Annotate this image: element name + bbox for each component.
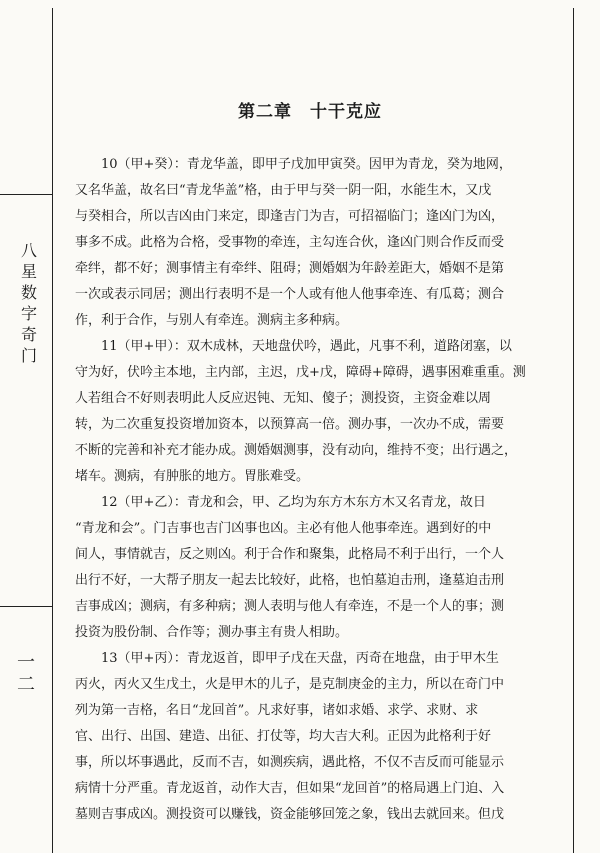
text-line: 墓则吉事成凶。测投资可以赚钱，资金能够回笼之象，钱出去就回来。但戊: [75, 807, 505, 822]
text-line: 人若组合不好则表明此人反应迟钝、无知、傻子；测投资，主资金难以周: [75, 391, 492, 406]
text-line: 一次或表示同居；测出行表明不是一个人或有他人他事牵连、有瓜葛；测合: [75, 287, 505, 302]
text-line: 又名华盖，故名曰“青龙华盖”格，由于甲与癸一阴一阳，水能生木，又戊: [75, 183, 492, 198]
text-line: 不断的完善和补充才能办成。测婚姻测事，没有动向，维持不变；出行遇之，: [75, 443, 518, 458]
page-number: 一二: [17, 652, 35, 695]
text-line: 事多不成。此格为合格，受事物的牵连，主勾连合伙，逢凶门则合作反而受: [75, 235, 505, 250]
side-book-title: 八星数字奇门: [20, 241, 37, 365]
text-line: 投资为股份制、合作等；测办事主有贵人相助。: [75, 625, 349, 640]
left-margin-rule: [52, 8, 53, 853]
text-line: 13（甲+丙）：青龙返首，即甲子戊在天盘，丙奇在地盘，由于甲木生: [101, 651, 499, 666]
body-text: [75, 152, 555, 828]
text-line: 出行不好，一大帮子朋友一起去比较好，此格，也怕墓迫击刑，逢墓迫击刑: [75, 573, 505, 588]
right-margin-rule: [573, 8, 574, 853]
chapter-title: 第二章 十干克应: [238, 102, 382, 122]
paragraph-11-jia-jia: [75, 334, 555, 490]
text-line: 10（甲+癸）：青龙华盖，即甲子戊加甲寅癸。因甲为青龙，癸为地网，: [101, 157, 512, 172]
text-line: 丙火，丙火又生戊土，火是甲木的儿子，是克制庚金的主力，所以在奇门中: [75, 677, 505, 692]
text-line: 吉事成凶；测病，有多种病；测人表明与他人有牵连，不是一个人的事；测: [75, 599, 505, 614]
side-separator-bottom: [0, 606, 52, 607]
text-line: 事，所以坏事遇此，反而不吉，如测疾病，遇此格，不仅不吉反而可能显示: [75, 755, 505, 770]
text-line: 作，利于合作，与别人有牵连。测病主多种病。: [75, 313, 349, 328]
text-line: 牵绊，都不好；测事情主有牵绊、阻碍；测婚姻为年龄差距大，婚姻不是第: [75, 261, 505, 276]
paragraph-12-jia-yi: [75, 490, 555, 646]
text-line: 官、出行、出国、建造、出征、打仗等，均大吉大利。正因为此格利于好: [75, 729, 492, 744]
text-line: 列为第一吉格，名日“龙回首”。凡求好事，诸如求婚、求学、求财、求: [75, 703, 479, 718]
text-line: “青龙和会”。门吉事也吉门凶事也凶。主必有他人他事牵连。遇到好的中: [75, 521, 492, 536]
text-line: 与癸相合，所以吉凶由门来定，即逢吉门为吉，可招福临门；逢凶门为凶，: [75, 209, 505, 224]
text-line: 间人，事情就吉，反之则凶。利于合作和聚集，此格局不利于出行，一个人: [75, 547, 505, 562]
text-line: 堵车。测病，有肿胀的地方。胃胀难受。: [75, 469, 310, 484]
text-line: 12（甲+乙）：青龙和会，甲、乙均为东方木东方木又名青龙，故日: [101, 495, 486, 510]
paragraph-10-jia-gui: [75, 152, 555, 334]
text-line: 11（甲+甲）：双木成林，天地盘伏吟，遇此，凡事不利，道路闭塞，以: [101, 339, 512, 354]
paragraph-13-jia-bing: [75, 646, 555, 828]
text-line: 病情十分严重。青龙返首，动作大吉，但如果“龙回首”的格局遇上门迫、入: [75, 781, 505, 796]
text-line: 转，为二次重复投资增加资本，以预算高一倍。测办事，一次办不成，需要: [75, 417, 505, 432]
side-separator-top: [0, 194, 52, 195]
text-line: 守为好，伏吟主本地，主内部，主迟，戊+戊，障碍+障碍，遇事困难重重。测: [75, 365, 526, 380]
